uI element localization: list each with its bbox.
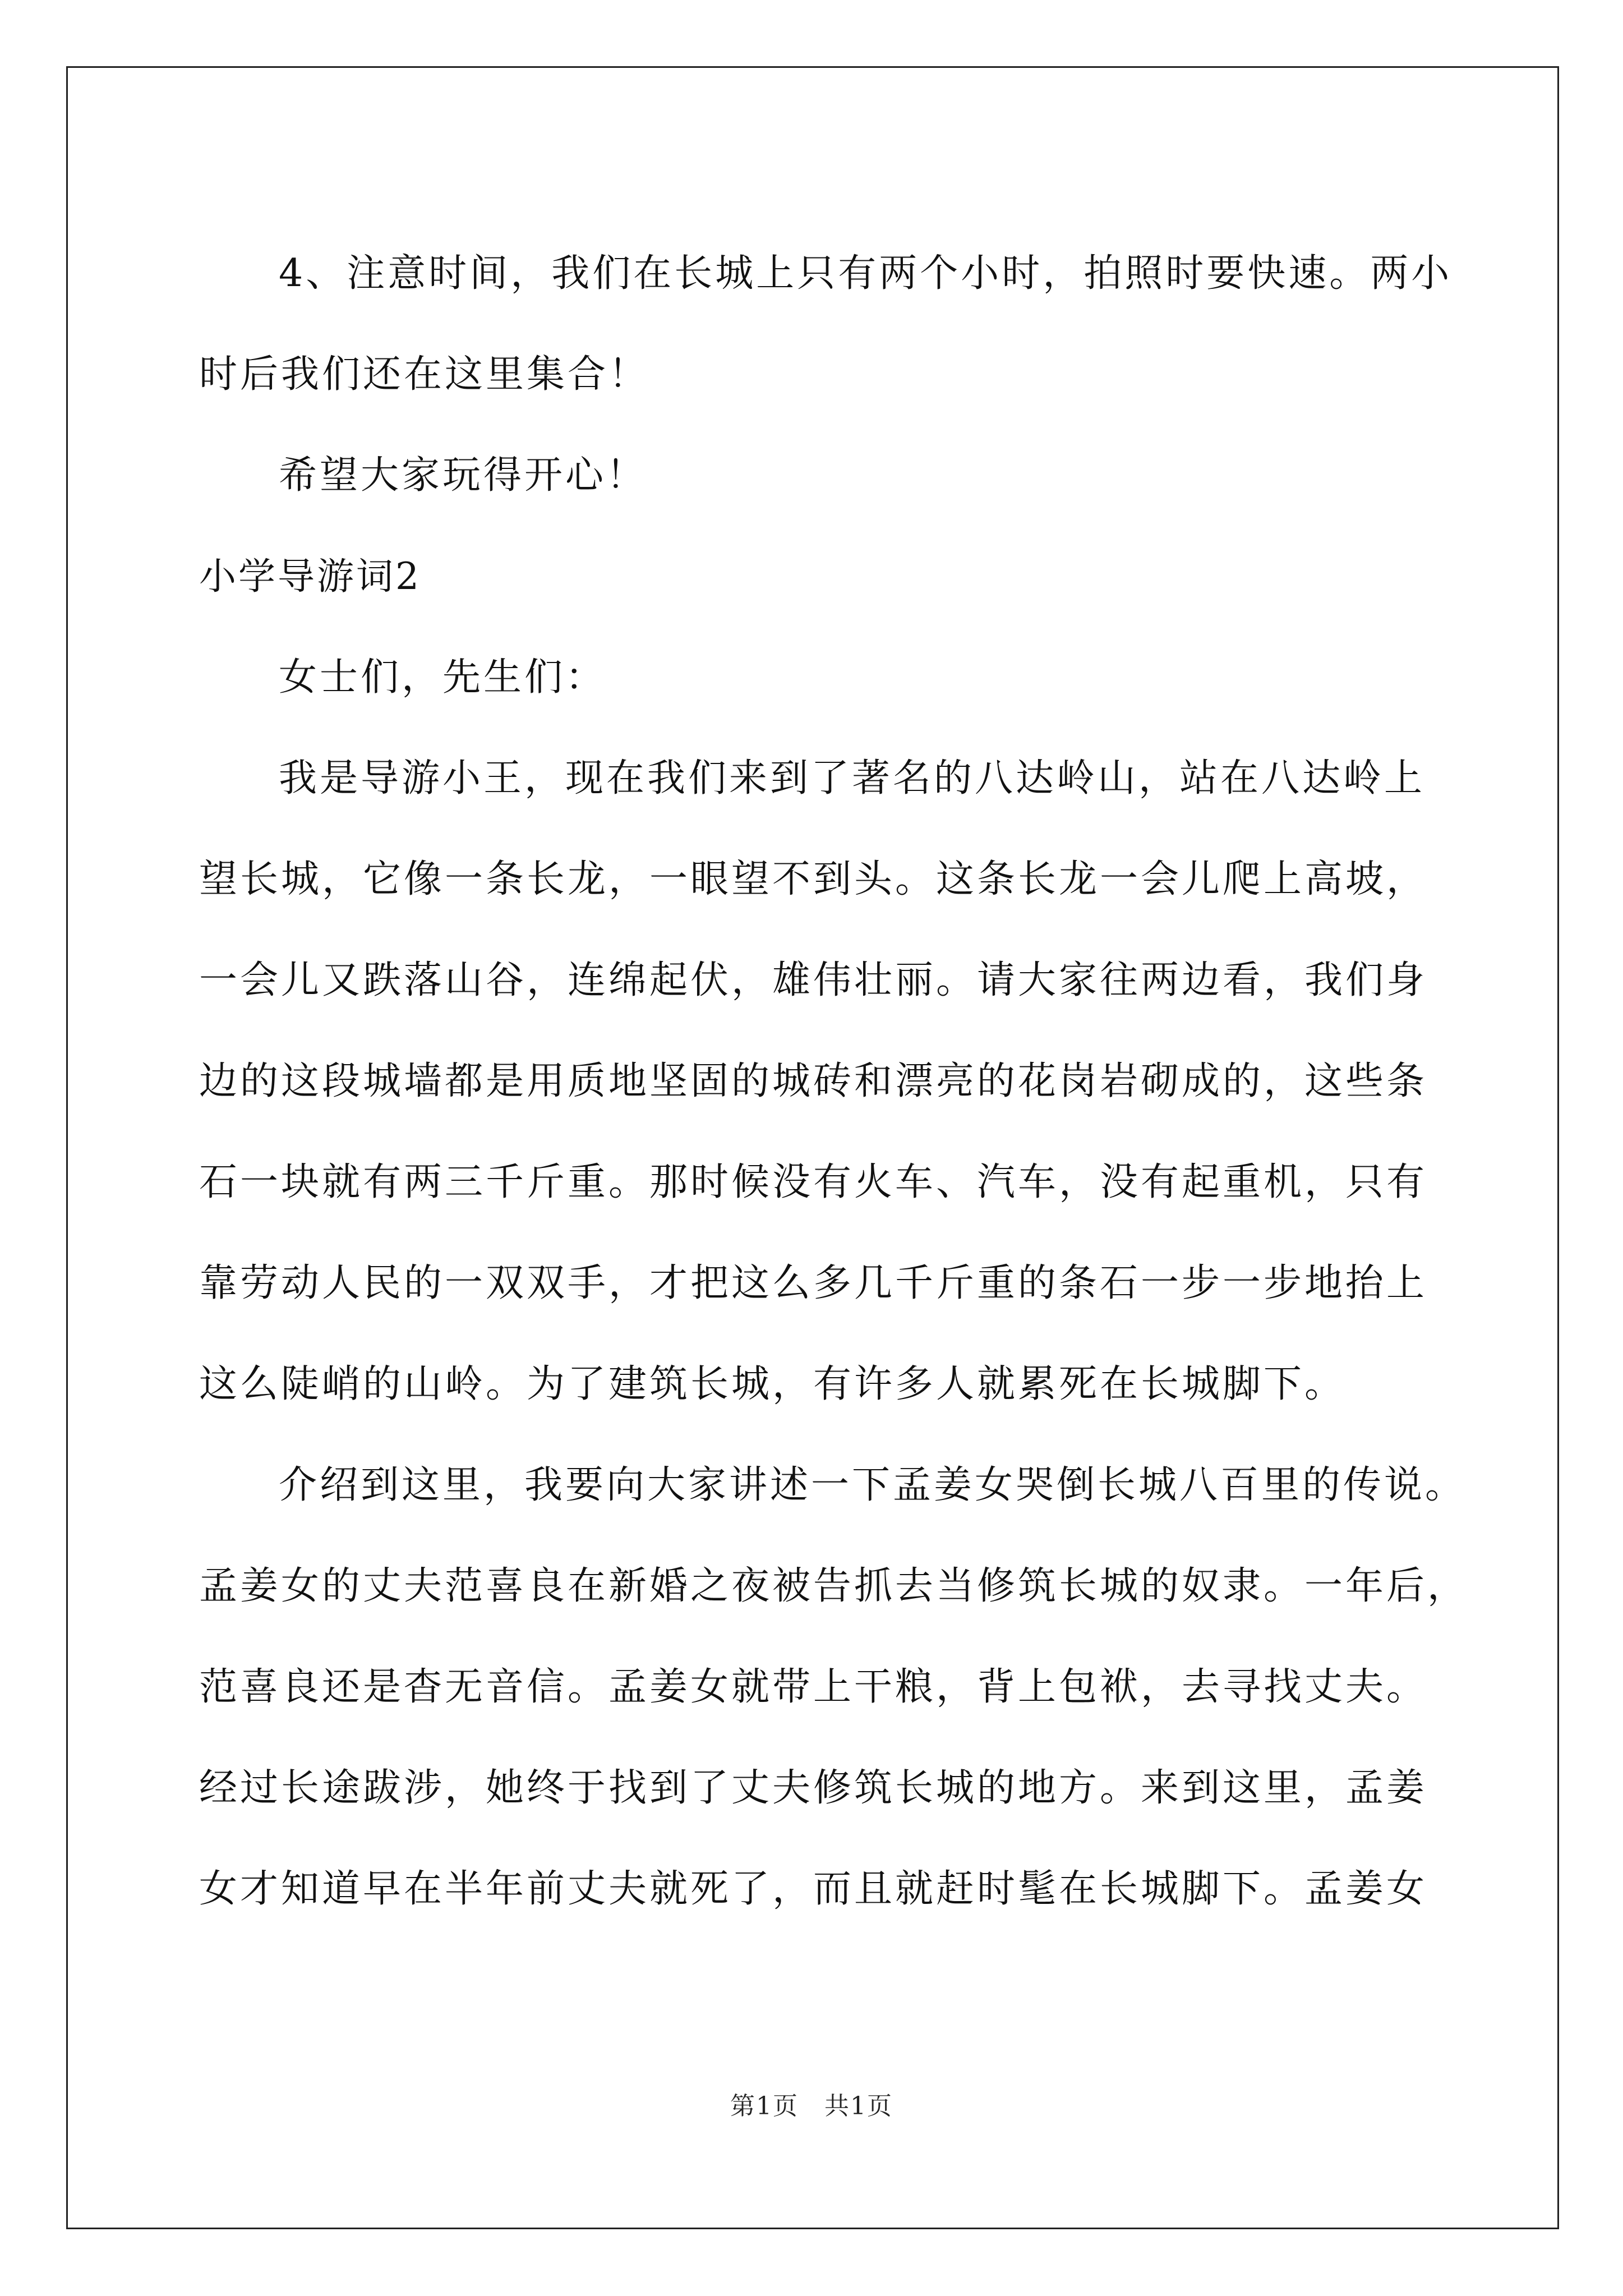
paragraph-line: 希望大家玩得开心！ <box>279 453 648 498</box>
paragraph-line: 我是导游小王，现在我们来到了著名的八达岭山，站在八达岭上 <box>279 756 1426 800</box>
paragraph-line: 望长城，它像一条长龙，一眼望不到头。这条长龙一会儿爬上高坡， <box>199 857 1428 901</box>
paragraph-line: 时后我们还在这里集合！ <box>199 352 650 397</box>
paragraph-line: 经过长途跋涉，她终于找到了丈夫修筑长城的地方。来到这里，孟姜 <box>199 1766 1428 1810</box>
paragraph-line: 范喜良还是杳无音信。孟姜女就带上干粮，背上包袱，去寻找丈夫。 <box>199 1665 1428 1709</box>
page-number-footer: 第1页 共1页 <box>730 2092 893 2120</box>
paragraph-line: 这么陡峭的山岭。为了建筑长城，有许多人就累死在长城脚下。 <box>199 1362 1346 1406</box>
paragraph-line: 女士们，先生们： <box>279 655 607 700</box>
paragraph-line: 边的这段城墙都是用质地坚固的城砖和漂亮的花岗岩砌成的，这些条 <box>199 1059 1428 1103</box>
paragraph-line: 一会儿又跌落山谷，连绵起伏，雄伟壮丽。请大家往两边看，我们身 <box>199 958 1428 1002</box>
paragraph-line: 石一块就有两三千斤重。那时候没有火车、汽车，没有起重机，只有 <box>199 1160 1428 1204</box>
paragraph-line: 孟姜女的丈夫范喜良在新婚之夜被告抓去当修筑长城的奴隶。一年后， <box>199 1564 1469 1608</box>
paragraph-line: 女才知道早在半年前丈夫就死了，而且就赶时髦在长城脚下。孟姜女 <box>199 1867 1428 1911</box>
document-body <box>199 223 1469 1940</box>
paragraph-line: 介绍到这里，我要向大家讲述一下孟姜女哭倒长城八百里的传说。 <box>279 1463 1467 1507</box>
paragraph-line: 4、注意时间，我们在长城上只有两个小时，拍照时要快速。两小 <box>279 251 1453 296</box>
paragraph-line: 靠劳动人民的一双双手，才把这么多几千斤重的条石一步一步地抬上 <box>199 1261 1428 1305</box>
section-heading: 小学导游词2 <box>199 555 421 598</box>
